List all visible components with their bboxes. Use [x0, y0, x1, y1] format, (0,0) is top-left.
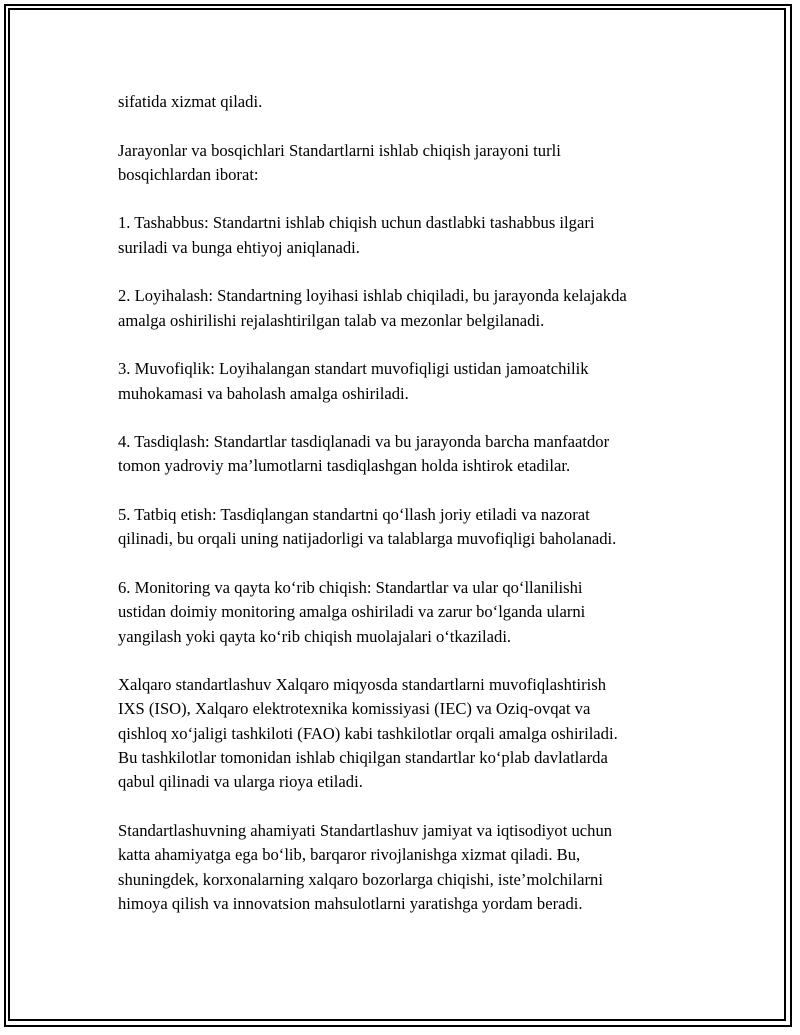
- paragraph-international-standardization: Xalqaro standartlashuv Xalqaro miqyosda standartlarni muvofiqlashtirish IXS (ISO), Xalqaro elektrotexnika komissiyasi (IEC) va Oziq-ovqat va qishloq xo‘jaligi tashkiloti (FAO) kabi tashkilotlar orqali amalga oshiriladi. Bu tashkilotlar tomonidan ishlab chiqilgan standartlar ko‘plab davlatlarda qabul qilinadi va ularga rioya etiladi.: [118, 675, 618, 792]
- paragraph-step-monitoring: 6. Monitoring va qayta ko‘rib chiqish: Standartlar va ular qo‘llanilishi ustidan doimiy monitoring amalga oshiriladi va zarur bo‘lganda ularni yangilash yoki qayta ko‘rib chiqish muolajalari o‘tkaziladi.: [118, 577, 586, 646]
- paragraph-step-implementation: 5. Tatbiq etish: Tasdiqlangan standartni qo‘llash joriy etiladi va nazorat qilinadi, bu orqali uning natijadorligi va talablarga muvofiqligi baholanadi.: [118, 505, 617, 549]
- paragraph-step-approval: 4. Tasdiqlash: Standartlar tasdiqlanadi va bu jarayonda barcha manfaatdor tomon yadroviy ma’lumotlarni tasdiqlashgan holda ishtirok etadilar.: [118, 432, 610, 476]
- paragraph-step-design: 2. Loyihalash: Standartning loyihasi ishlab chiqiladi, bu jarayonda kelajakda amalga oshirilishi rejalashtirilgan talab va mezonlar belgilanadi.: [118, 286, 627, 330]
- paragraph-intro-fragment: sifatida xizmat qiladi.: [118, 92, 263, 111]
- paragraph-importance: Standartlashuvning ahamiyati Standartlashuv jamiyat va iqtisodiyot uchun katta ahamiyatga ega bo‘lib, barqaror rivojlanishga xizmat qiladi. Bu, shuningdek, korxonalarning xalqaro bozorlarga chiqishi, iste’molchilarni himoya qilish va innovatsion mahsulotlarni yaratishga yordam beradi.: [118, 820, 613, 913]
- paragraph-step-conformity: 3. Muvofiqlik: Loyihalangan standart muvofiqligi ustidan jamoatchilik muhokamasi va baholash amalga oshiriladi.: [118, 359, 589, 403]
- paragraph-step-initiative: 1. Tashabbus: Standartni ishlab chiqish uchun dastlabki tashabbus ilgari suriladi va bunga ehtiyoj aniqlanadi.: [118, 213, 595, 257]
- document-body: [118, 90, 708, 940]
- paragraph-processes-heading: Jarayonlar va bosqichlari Standartlarni ishlab chiqish jarayoni turli bosqichlardan iborat:: [118, 140, 561, 184]
